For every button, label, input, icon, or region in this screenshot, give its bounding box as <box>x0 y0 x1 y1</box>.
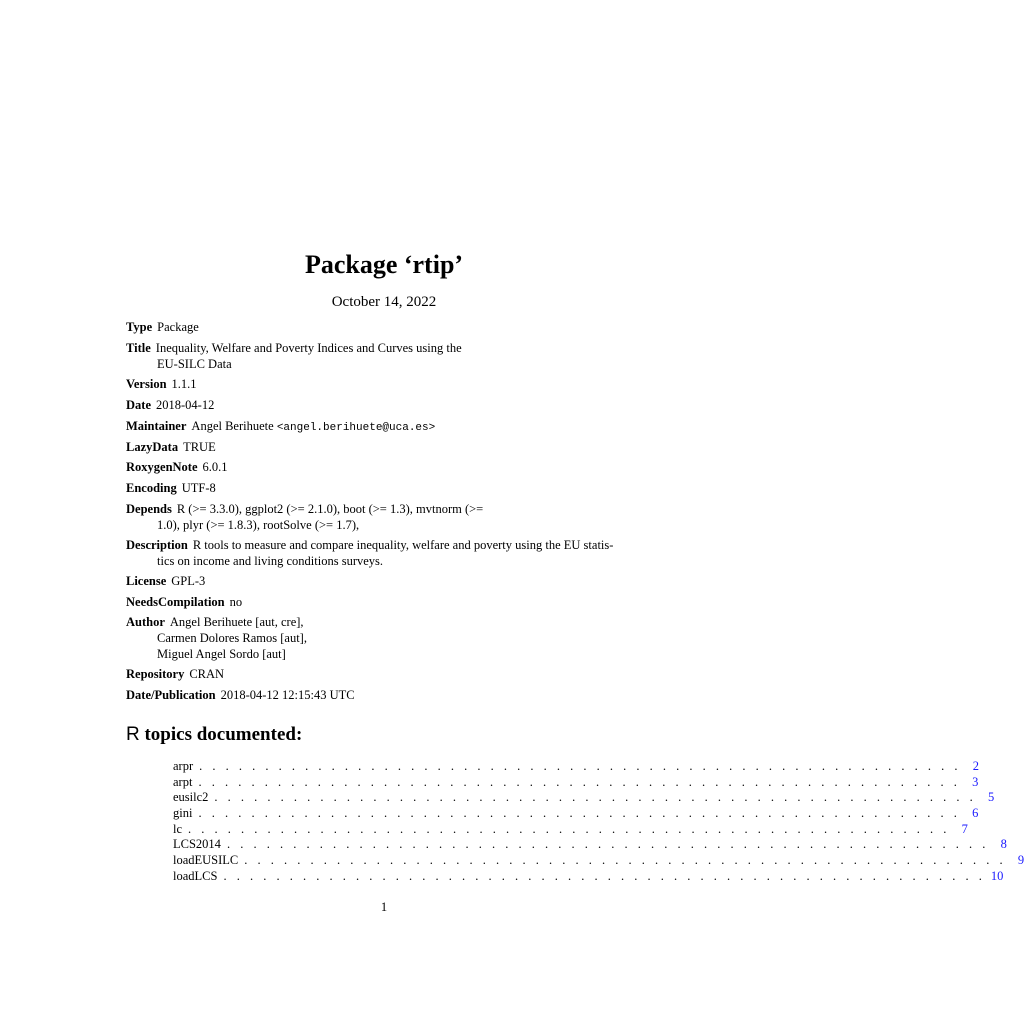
toc-entry <box>173 790 995 806</box>
maintainer-email: <angel.berihuete@uca.es> <box>276 422 436 434</box>
field-value: Angel Berihuete [aut, cre], <box>169 615 304 629</box>
field-type <box>126 319 626 335</box>
field-value: 2018-04-12 12:15:43 UTC <box>220 688 355 702</box>
field-title <box>126 340 626 372</box>
field-key: RoxygenNote <box>126 460 198 474</box>
field-author <box>126 614 626 662</box>
field-value: Angel Berihuete <box>191 419 274 433</box>
toc-entry-name: lc <box>173 821 183 836</box>
field-value: UTF-8 <box>181 481 216 495</box>
field-date-publication <box>126 687 626 703</box>
toc-entry <box>173 853 1024 869</box>
field-key: Encoding <box>126 481 177 495</box>
field-repository <box>126 666 626 682</box>
page-number: 1 <box>380 900 388 914</box>
field-value: Package <box>157 320 199 334</box>
field-key: License <box>126 574 167 588</box>
toc-leader-dots: . . . . . . . . . . . . . . . . . . . . . . . . . . . . . . . . . . . . . . . . . . . . . . . . . . . . . . . . . . <box>214 790 977 805</box>
field-value-continued: 1.0), plyr (>= 1.8.3), rootSolve (>= 1.7), <box>157 518 360 532</box>
toc-entry-name: arpr <box>173 759 194 773</box>
field-key: Date <box>126 398 151 412</box>
section-heading-r: R <box>126 724 140 745</box>
field-key: Maintainer <box>126 419 187 433</box>
toc-page-link[interactable]: 6 <box>972 806 979 821</box>
field-description <box>126 537 626 569</box>
field-key: Repository <box>126 667 185 681</box>
field-key: NeedsCompilation <box>126 595 225 609</box>
field-key: Version <box>126 377 167 391</box>
toc-entry-name: eusilc2 <box>173 790 209 805</box>
toc-entry <box>173 821 968 838</box>
field-key: Title <box>126 341 151 355</box>
field-value: TRUE <box>183 440 216 454</box>
field-value: Inequality, Welfare and Poverty Indices and Curves using the <box>155 341 462 355</box>
toc-entry <box>173 806 979 822</box>
document-date: October 14, 2022 <box>331 294 437 310</box>
section-heading-text: topics documented: <box>144 724 303 745</box>
field-encoding <box>126 480 626 496</box>
toc-entry <box>173 837 1007 853</box>
field-depends <box>126 501 626 533</box>
toc-leader-dots: . . . . . . . . . . . . . . . . . . . . . . . . . . . . . . . . . . . . . . . . . . . . . . . . . . . . . . . . . . <box>198 806 961 821</box>
field-version <box>126 376 626 392</box>
toc-leader-dots: . . . . . . . . . . . . . . . . . . . . . . . . . . . . . . . . . . . . . . . . . . . . . . . . . . . . . . . . . . <box>198 774 961 789</box>
toc-entry <box>173 774 979 791</box>
field-value-continued: tics on income and living conditions surveys. <box>157 554 384 568</box>
field-value: R tools to measure and compare inequality, welfare and poverty using the EU statis- <box>192 538 614 552</box>
toc-page-link[interactable]: 8 <box>1000 837 1007 852</box>
field-key: Date/Publication <box>126 688 216 702</box>
package-title: Package ‘rtip’ <box>304 250 464 279</box>
toc-page-link[interactable]: 2 <box>972 759 979 773</box>
table-of-contents <box>173 759 1024 885</box>
toc-page-link[interactable]: 7 <box>961 821 968 836</box>
toc-leader-dots: . . . . . . . . . . . . . . . . . . . . . . . . . . . . . . . . . . . . . . . . . . . . . . . . . . . . . . . . . . <box>223 868 986 883</box>
toc-entry-name: loadEUSILC <box>173 853 239 868</box>
section-heading <box>126 724 302 746</box>
toc-entry-name: loadLCS <box>173 868 218 883</box>
field-value: GPL-3 <box>171 574 206 588</box>
field-value-continued: Carmen Dolores Ramos [aut], <box>157 631 307 645</box>
field-value: R (>= 3.3.0), ggplot2 (>= 2.1.0), boot (>= 1.3), mvtnorm (>= <box>176 502 484 516</box>
field-value-continued: EU-SILC Data <box>157 357 232 371</box>
field-value: 6.0.1 <box>202 460 228 474</box>
toc-page-link[interactable]: 5 <box>988 790 995 805</box>
field-key: Type <box>126 320 153 334</box>
field-key: LazyData <box>126 440 179 454</box>
toc-entry-name: gini <box>173 806 193 821</box>
field-value: 1.1.1 <box>171 377 197 391</box>
field-maintainer <box>126 418 626 436</box>
field-value-continued: Miguel Angel Sordo [aut] <box>157 647 286 661</box>
field-key: Description <box>126 538 188 552</box>
field-key: Author <box>126 615 165 629</box>
field-key: Depends <box>126 502 172 516</box>
toc-leader-dots: . . . . . . . . . . . . . . . . . . . . . . . . . . . . . . . . . . . . . . . . . . . . . . . . . . . . . . . . . . <box>244 853 1007 868</box>
field-date <box>126 397 626 413</box>
field-value: CRAN <box>189 667 225 681</box>
toc-leader-dots: . . . . . . . . . . . . . . . . . . . . . . . . . . . . . . . . . . . . . . . . . . . . . . . . . . . . . . . . . . <box>188 821 950 836</box>
toc-entry-name: LCS2014 <box>173 837 221 852</box>
field-value: no <box>229 595 243 609</box>
toc-entry <box>173 868 1004 885</box>
toc-leader-dots: . . . . . . . . . . . . . . . . . . . . . . . . . . . . . . . . . . . . . . . . . . . . . . . . . . . . . . . . . . <box>199 759 961 773</box>
toc-page-link[interactable]: 3 <box>972 774 979 789</box>
toc-page-link[interactable]: 10 <box>990 868 1004 883</box>
toc-page-link[interactable]: 9 <box>1017 853 1024 868</box>
field-license <box>126 573 626 589</box>
toc-leader-dots: . . . . . . . . . . . . . . . . . . . . . . . . . . . . . . . . . . . . . . . . . . . . . . . . . . . . . . . . . . <box>226 837 989 852</box>
toc-entry-name: arpt <box>173 774 193 789</box>
field-needscompilation <box>126 594 626 610</box>
toc-entry <box>173 759 979 775</box>
field-value: 2018-04-12 <box>156 398 215 412</box>
field-roxygennote <box>126 459 626 475</box>
field-lazydata <box>126 439 626 455</box>
